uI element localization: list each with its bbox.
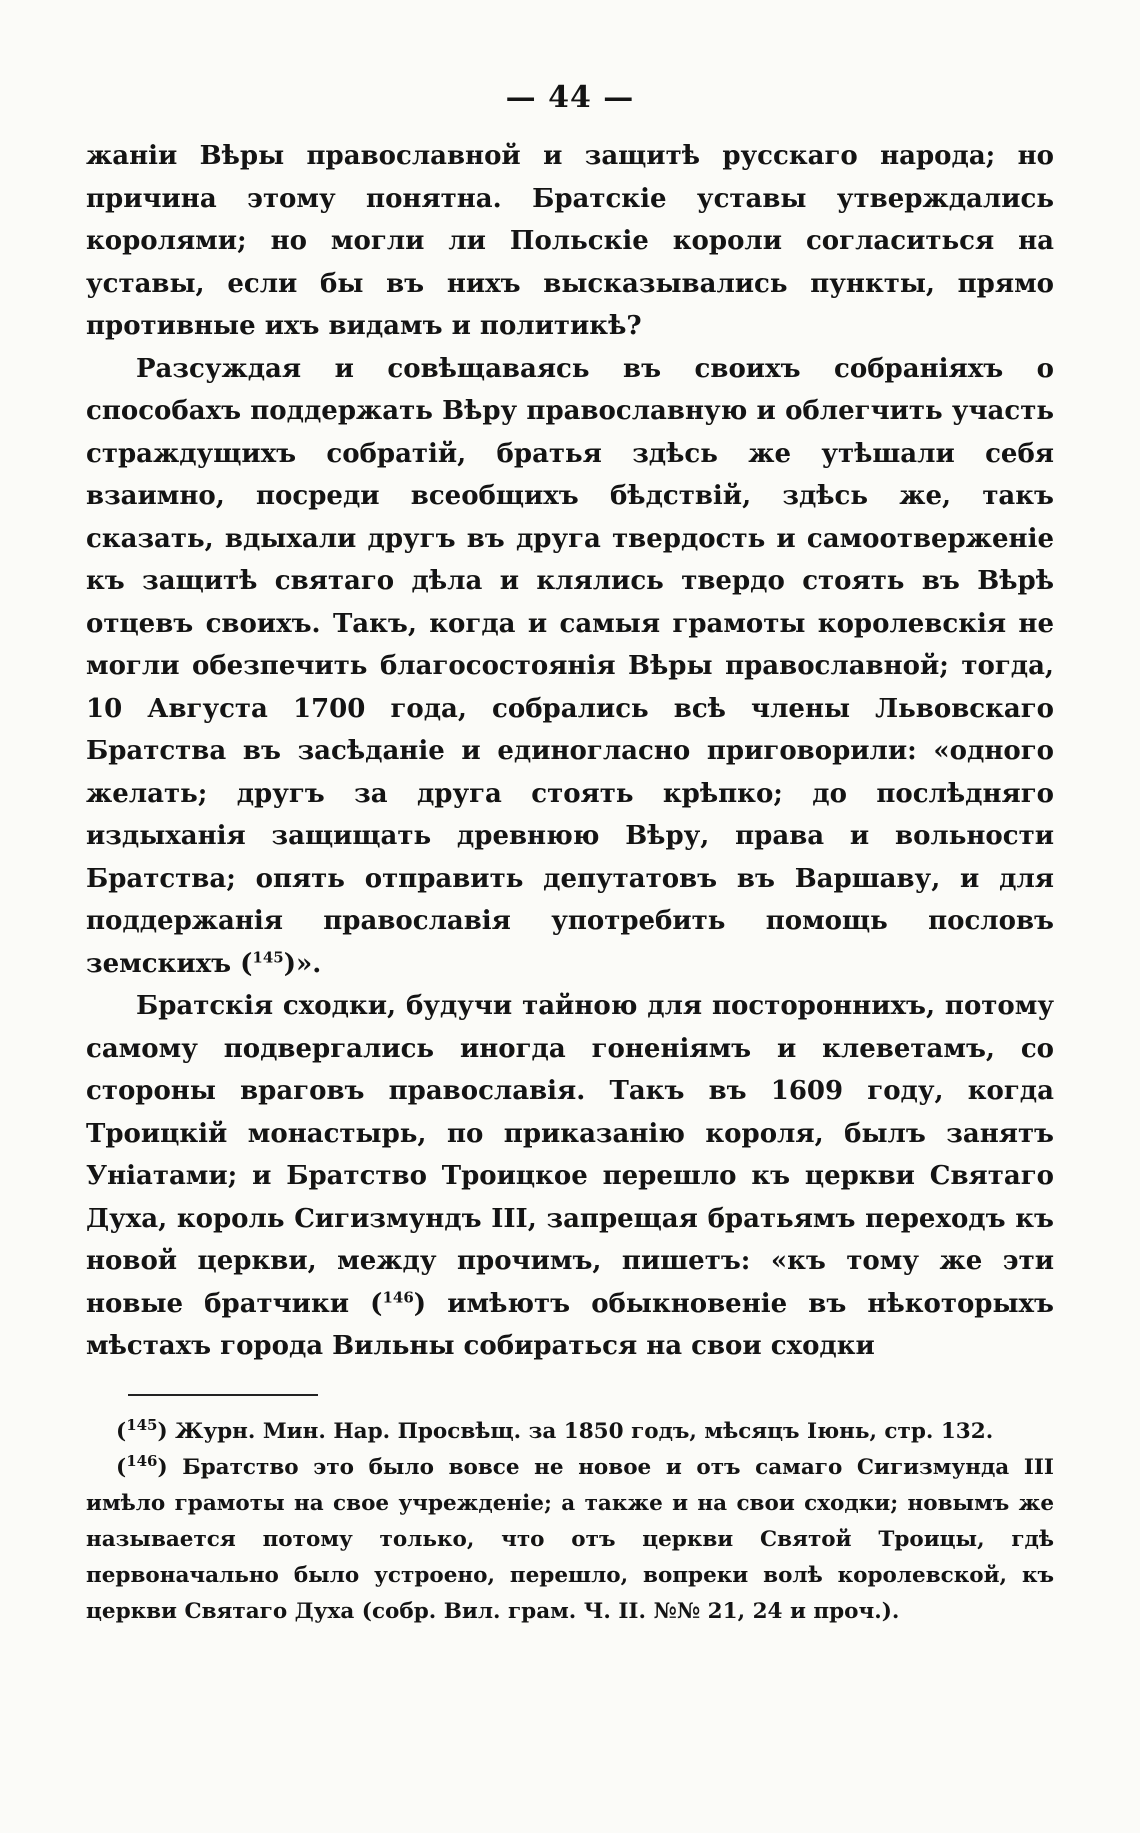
footnote-text: ) Журн. Мин. Нар. Просвѣщ. за 1850 годъ, мѣсяцъ Іюнь, стр. 132. — [157, 1418, 994, 1444]
text-segment: ) имѣютъ обыкновеніе въ нѣкоторыхъ мѣстахъ города Вильны собираться на свои сходки — [86, 1288, 1054, 1361]
footnote-mark: 146 — [126, 1451, 158, 1470]
main-text — [86, 135, 1054, 1368]
paragraph-p1 — [86, 135, 1054, 348]
text-segment: )». — [283, 948, 322, 979]
footnote-fn146 — [86, 1450, 1054, 1630]
footnote-paren: ( — [116, 1418, 127, 1444]
footnote-rule — [128, 1394, 318, 1396]
footnote-text: ) Братство это было вовсе не новое и отъ самаго Сигизмунда III имѣло грамоты на свое учрежденіе; а также и на свои сходки; новымъ же называется потому только, что отъ церкви Святой Троицы, гдѣ первоначально было устроено, перешло, вопреки волѣ королевской, къ церкви Святаго Духа (собр. Вил. грам. Ч. II. №№ 21, 24 и проч.). — [86, 1454, 1054, 1624]
text-segment: Разсуждая и совѣщаваясь въ своихъ собраніяхъ о способахъ поддержать Вѣру православную и облегчить участь страждущихъ собратій, братья здѣсь же утѣшали себя взаимно, посреди всеобщихъ бѣдствій, здѣсь же, такъ сказать, вдыхали другъ въ друга твердость и самоотверженіе къ защитѣ святаго дѣла и клялись твердо стоять въ Вѣрѣ отцевъ своихъ. Такъ, когда и самыя грамоты королевскія не могли обезпечить благосостоянія Вѣры православной; тогда, 10 Августа 1700 года, собрались всѣ члены Львовскаго Братства въ засѣданіе и единогласно приговорили: «одного желать; другъ за друга стоять крѣпко; до послѣдняго издыханія защищать древнюю Вѣру, права и вольности Братства; опять отправить депутатовъ въ Варшаву, и для поддержанія православія употребить помощь пословъ земскихъ ( — [86, 353, 1054, 979]
text-segment: жаніи Вѣры православной и защитѣ русскаго народа; но причина этому понятна. Братскіе уставы утверждались королями; но могли ли Польскіе короли согласиться на уставы, если бы въ нихъ высказывались пункты, прямо противные ихъ видамъ и политикѣ? — [86, 141, 1054, 341]
paragraph-p2 — [86, 348, 1054, 986]
paragraph-p3 — [86, 985, 1054, 1368]
footnote-mark: 145 — [126, 1415, 158, 1434]
text-segment: Братскія сходки, будучи тайною для постороннихъ, потому самому подвергались иногда гоненіямъ и клеветамъ, со стороны враговъ православія. Такъ въ 1609 году, когда Троицкій монастырь, по приказанію короля, былъ занятъ Уніатами; и Братство Троицкое перешло къ церкви Святаго Духа, король Сигизмундъ III, запрещая братьямъ переходъ къ новой церкви, между прочимъ, пишетъ: «къ тому же эти новые братчики ( — [86, 991, 1054, 1319]
footnote-paren: ( — [116, 1454, 127, 1480]
footnote-ref: 146 — [382, 1287, 414, 1306]
footnotes — [86, 1414, 1054, 1630]
page-number: — 44 — — [505, 80, 635, 115]
footnote-fn145 — [86, 1414, 1054, 1450]
footnote-ref: 145 — [252, 947, 284, 966]
